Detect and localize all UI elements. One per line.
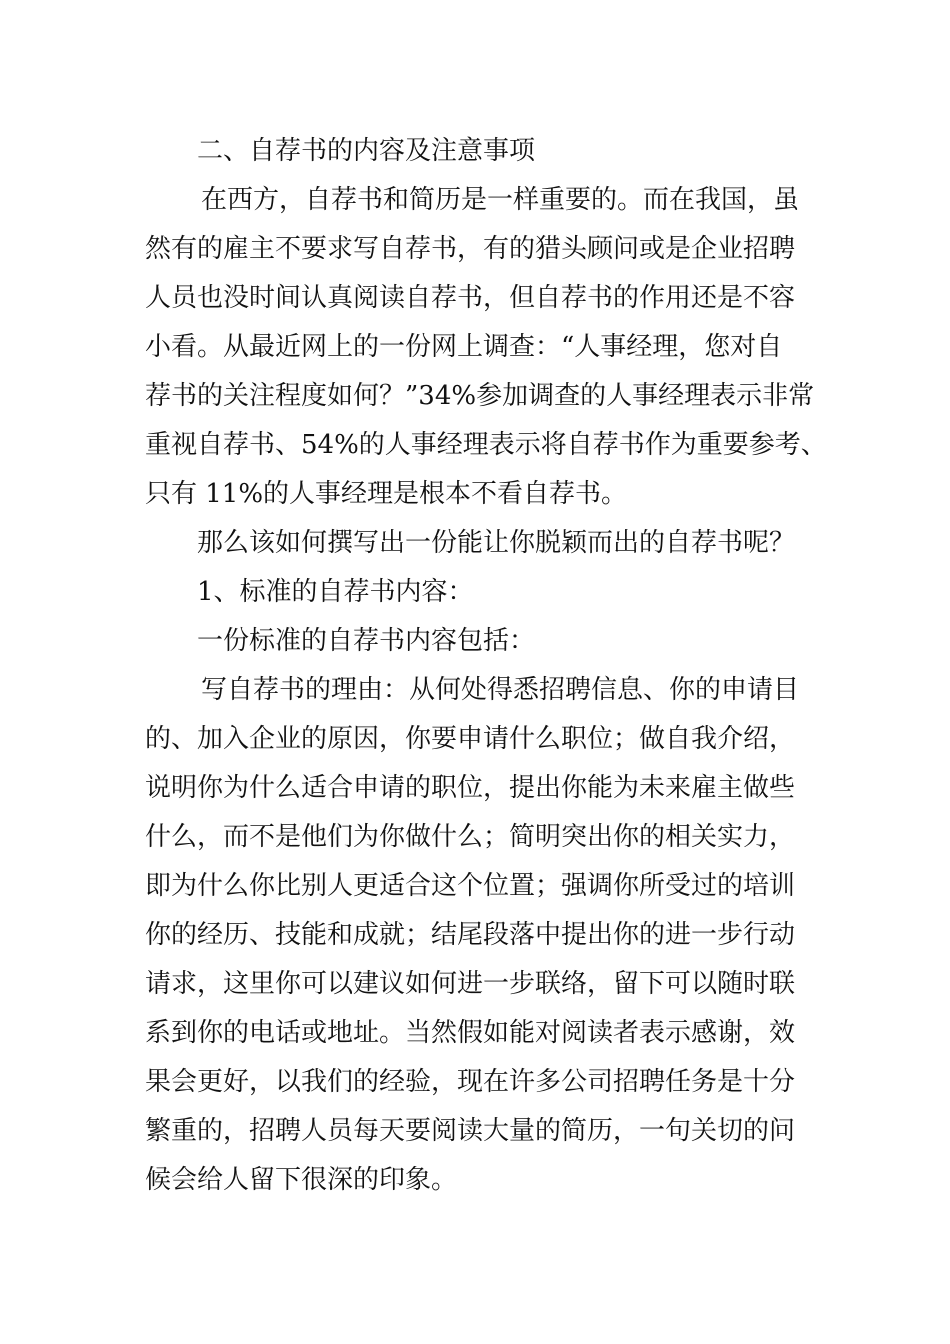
paragraph-2-line: 繁重的，招聘人员每天要阅读大量的简历，一句关切的问 [145,1116,796,1146]
document-body [145,127,827,1205]
paragraph-2-line: 写自荐书的理由：从何处得悉招聘信息、你的申请目 [201,675,800,705]
question-line: 那么该如何撰写出一份能让你脱颖而出的自荐书呢？ [197,528,796,558]
paragraph-2-line: 的、加入企业的原因，你要申请什么职位；做自我介绍， [145,724,796,754]
paragraph-2-line: 果会更好，以我们的经验，现在许多公司招聘任务是十分 [145,1067,796,1097]
paragraph-1-line: 然有的雇主不要求写自荐书，有的猎头顾问或是企业招聘 [145,234,796,264]
paragraph-2-line: 你的经历、技能和成就；结尾段落中提出你的进一步行动 [145,920,796,950]
paragraph-1-line: 只有 11%的人事经理是根本不看自荐书。 [145,479,628,509]
paragraph-1-line: 人员也没时间认真阅读自荐书，但自荐书的作用还是不容 [145,283,796,313]
section-heading: 二、自荐书的内容及注意事项 [197,136,536,166]
paragraph-1-line: 小看。从最近网上的一份网上调查：“人事经理，您对自 [145,332,783,362]
paragraph-2-line: 即为什么你比别人更适合这个位置；强调你所受过的培训 [145,871,796,901]
paragraph-2-line: 候会给人留下很深的印象。 [145,1165,458,1195]
paragraph-1-line: 重视自荐书、54%的人事经理表示将自荐书作为重要参考、 [145,430,827,460]
paragraph-2-line: 什么，而不是他们为你做什么；简明突出你的相关实力， [145,822,796,852]
paragraph-1-line: 在西方，自荐书和简历是一样重要的。而在我国，虽 [201,185,800,215]
subheading-standard-content: 1、标准的自荐书内容： [197,577,474,607]
intro-line: 一份标准的自荐书内容包括： [197,626,536,656]
paragraph-2-line: 系到你的电话或地址。当然假如能对阅读者表示感谢，效 [145,1018,796,1048]
paragraph-1-line: 荐书的关注程度如何？”34%参加调查的人事经理表示非常 [145,381,815,411]
paragraph-2-line: 请求，这里你可以建议如何进一步联络，留下可以随时联 [145,969,796,999]
paragraph-2-line: 说明你为什么适合申请的职位，提出你能为未来雇主做些 [145,773,796,803]
